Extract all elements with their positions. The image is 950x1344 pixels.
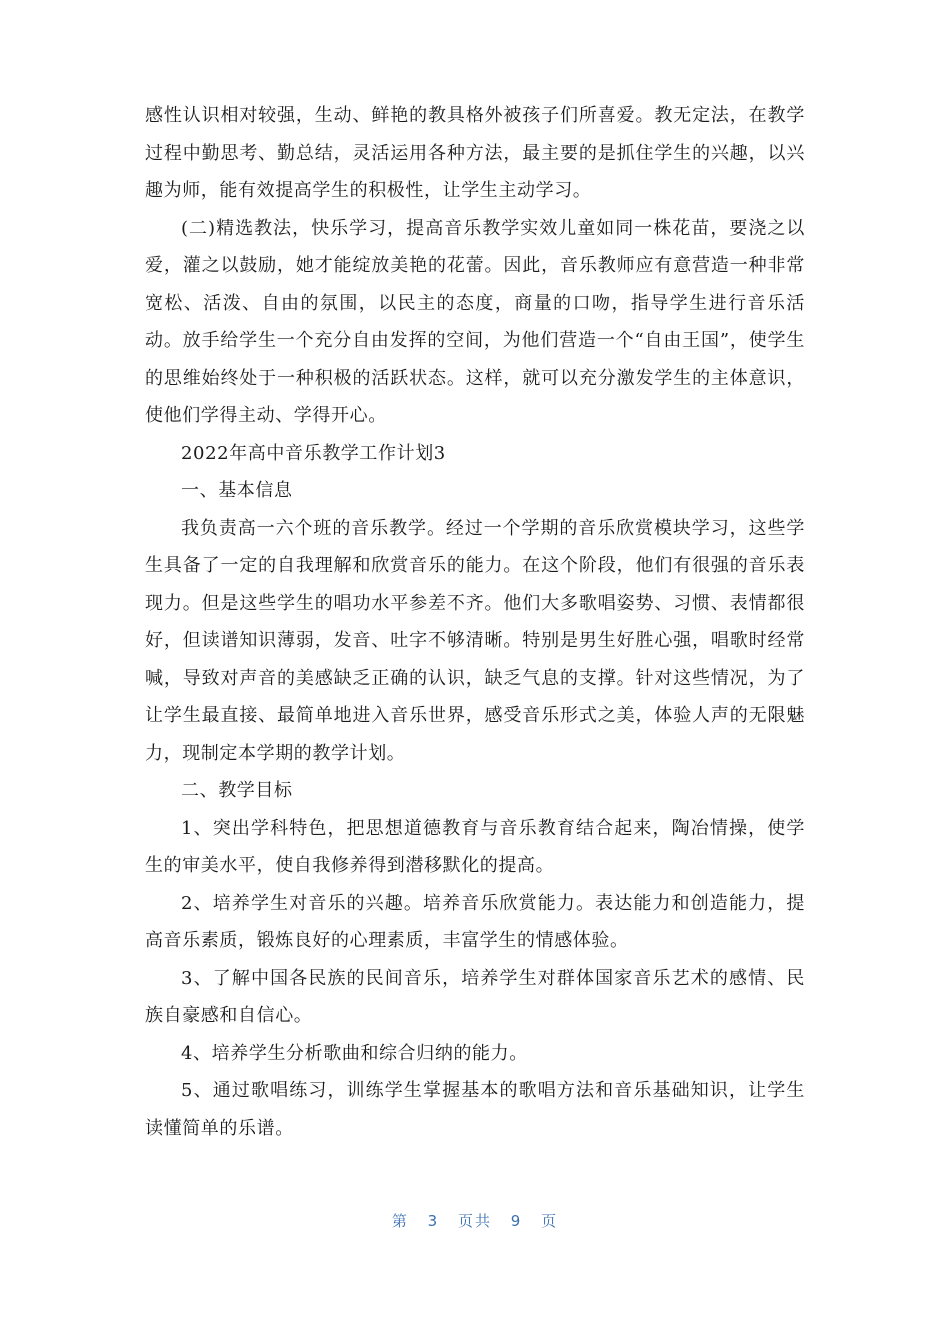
footer-middle: 页共	[457, 1212, 492, 1230]
goal-item-3: 3、了解中国各民族的民间音乐，培养学生对群体国家音乐艺术的感情、民族自豪感和自信心。	[145, 967, 805, 1026]
footer-current-page: 3	[427, 1212, 440, 1230]
goal-item-1: 1、突出学科特色，把思想道德教育与音乐教育结合起来，陶冶情操，使学生的审美水平，使自我修养得到潜移默化的提高。	[145, 817, 805, 876]
page-number-footer	[0, 1210, 950, 1231]
heading-basic-info: 一、基本信息	[181, 480, 293, 501]
goal-item-4: 4、培养学生分析歌曲和综合归纳的能力。	[181, 1042, 528, 1064]
goal-item-5: 5、通过歌唱练习，训练学生掌握基本的歌唱方法和音乐基础知识，让学生读懂简单的乐谱。	[145, 1080, 805, 1139]
section-title-plan-3: 2022年高中音乐教学工作计划3	[181, 442, 446, 464]
paragraph-teaching-method: (二)精选教法，快乐学习，提高音乐教学实效儿童如同一株花苗，要浇之以爱，灌之以鼓励，她才能绽放美艳的花蕾。因此，音乐教师应有意营造一种非常宽松、活泼、自由的氛围，以民主的态度，商量的口吻，指导学生进行音乐活动。放手给学生一个充分自由发挥的空间，为他们营造一个“自由王国”，使学生的思维始终处于一种积极的活跃状态。这样，就可以充分激发学生的主体意识，使他们学得主动、学得开心。	[145, 217, 805, 426]
footer-prefix: 第	[391, 1212, 409, 1230]
paragraph-continuation: 感性认识相对较强，生动、鲜艳的教具格外被孩子们所喜爱。教无定法，在教学过程中勤思考、勤总结，灵活运用各种方法，最主要的是抓住学生的兴趣，以兴趣为师，能有效提高学生的积极性，让学生主动学习。	[145, 105, 805, 201]
heading-teaching-goals: 二、教学目标	[181, 780, 293, 801]
document-body	[145, 97, 805, 1147]
footer-suffix: 页	[541, 1212, 559, 1230]
paragraph-basic-info: 我负责高一六个班的音乐教学。经过一个学期的音乐欣赏模块学习，这些学生具备了一定的自我理解和欣赏音乐的能力。在这个阶段，他们有很强的音乐表现力。但是这些学生的唱功水平参差不齐。他们大多歌唱姿势、习惯、表情都很好，但读谱知识薄弱，发音、吐字不够清晰。特别是男生好胜心强，唱歌时经常喊，导致对声音的美感缺乏正确的认识，缺乏气息的支撑。针对这些情况，为了让学生最直接、最简单地进入音乐世界，感受音乐形式之美，体验人声的无限魅力，现制定本学期的教学计划。	[145, 517, 805, 764]
goal-item-2: 2、培养学生对音乐的兴趣。培养音乐欣赏能力。表达能力和创造能力，提高音乐素质，锻炼良好的心理素质，丰富学生的情感体验。	[145, 892, 805, 951]
footer-total-pages: 9	[510, 1212, 523, 1230]
